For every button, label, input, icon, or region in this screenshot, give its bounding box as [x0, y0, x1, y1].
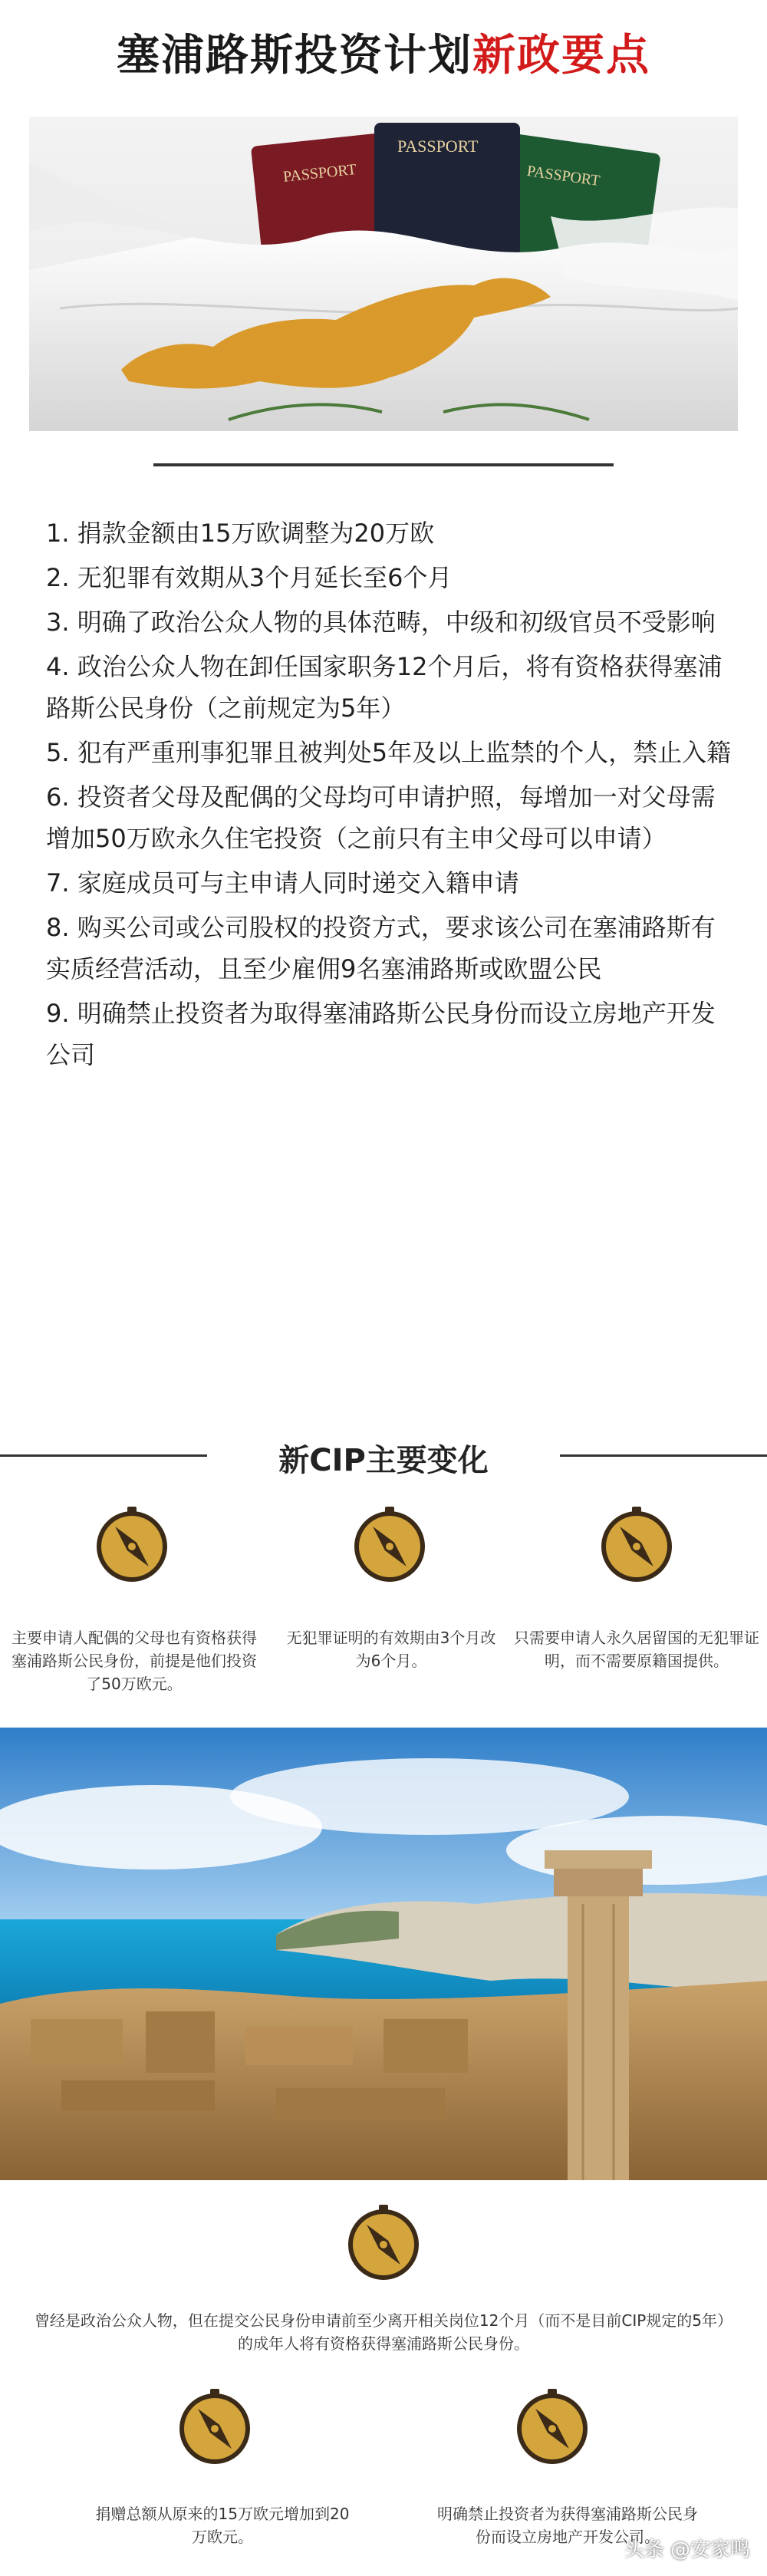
compass-icon [173, 2386, 256, 2469]
passport-label-1: PASSPORT [282, 160, 357, 186]
compass-icon [511, 2386, 594, 2469]
policy-point-3: 3. 明确了政治公众人物的具体范畴，中级和初级官员不受影响 [46, 608, 716, 637]
compass-icon [342, 2202, 425, 2284]
policy-point-2: 2. 无犯罪有效期从3个月延长至6个月 [46, 563, 453, 592]
passport-label-2: PASSPORT [397, 137, 479, 156]
policy-point-8: 8. 购买公司或公司股权的投资方式，要求该公司在塞浦路斯有实质经营活动，且至少雇佣9名塞浦路斯或欧盟公民 [46, 913, 716, 983]
cip-section-title: 新CIP主要变化 [278, 1443, 489, 1478]
cip-change-4: 曾经是政治公众人物，但在提交公民身份申请前至少离开相关岗位12个月（而不是目前CIP规定的5年）的成年人将有资格获得塞浦路斯公民身份。 [34, 2311, 733, 2353]
compass-icon [348, 1504, 431, 1586]
hero-image [29, 117, 738, 431]
passport-label-3: PASSPORT [525, 162, 601, 190]
page-title [0, 21, 767, 83]
title-part2: 新政要点 [472, 31, 650, 81]
cip-change-2: 无犯罪证明的有效期由3个月改为6个月。 [286, 1629, 496, 1670]
policy-point-6: 6. 投资者父母及配偶的父母均可申请护照，每增加一对父母需增加50万欧永久住宅投资（之前只有主申父母可以申请） [46, 782, 716, 853]
cip-change-5: 捐赠总额从原来的15万欧元增加到20万欧元。 [95, 2505, 350, 2546]
policy-point-4: 4. 政治公众人物在卸任国家职务12个月后，将有资格获得塞浦路斯公民身份（之前规定为5年） [46, 652, 723, 723]
cyprus-flag-passports-illustration [29, 117, 738, 431]
watermark: 头条 @安家鸣 [624, 2538, 750, 2561]
policy-point-9: 9. 明确禁止投资者为取得塞浦路斯公民身份而设立房地产开发公司 [46, 999, 716, 1069]
cyprus-landscape-photo [0, 1728, 767, 2180]
policy-point-5: 5. 犯有严重刑事犯罪且被判处5年及以上监禁的个人，禁止入籍 [46, 738, 732, 767]
compass-icon [91, 1504, 173, 1586]
policy-point-1: 1. 捐款金额由15万欧调整为20万欧 [46, 519, 435, 548]
policy-point-7: 7. 家庭成员可与主申请人同时递交入籍申请 [46, 868, 519, 898]
policy-points-list [46, 512, 736, 1079]
cip-change-3: 只需要申请人永久居留国的无犯罪证明，而不需要原籍国提供。 [514, 1629, 759, 1670]
cip-change-1: 主要申请人配偶的父母也有资格获得塞浦路斯公民身份，前提是他们投资了50万欧元。 [12, 1629, 257, 1693]
cip-header-line-right [560, 1454, 767, 1457]
compass-icon [595, 1504, 678, 1586]
section-divider [153, 463, 614, 466]
title-part1: 塞浦路斯投资计划 [117, 31, 472, 81]
cip-change-6: 明确禁止投资者为获得塞浦路斯公民身份而设立房地产开发公司。 [437, 2505, 698, 2546]
cip-section-header [0, 1433, 767, 1479]
